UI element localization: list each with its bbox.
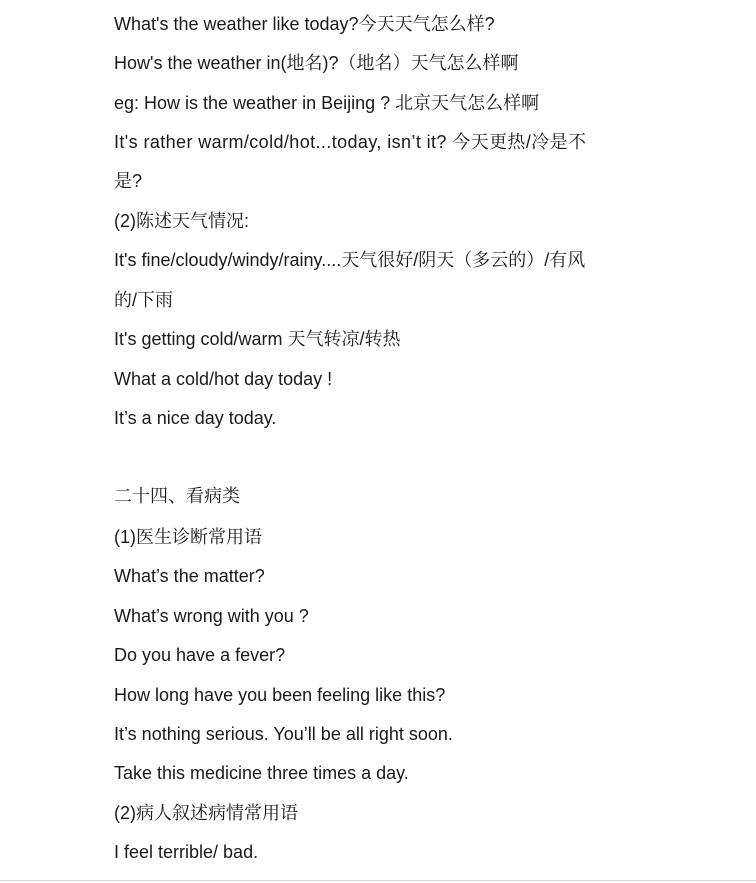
text-line: 是? [114, 171, 143, 191]
text-line: It's fine/cloudy/windy/rainy....天气很好/阴天（多云的）/有风 [114, 250, 586, 270]
subsection-heading: (1)医生诊断常用语 [114, 527, 262, 547]
text-line: 的/下雨 [114, 290, 174, 310]
text-line: What’s wrong with you ? [114, 606, 309, 626]
text-line: It's rather warm/cold/hot...today, isn’t it? 今天更热/冷是不 [114, 132, 587, 152]
section-heading: 二十四、看病类 [114, 486, 240, 507]
text-line: Take this medicine three times a day. [114, 763, 409, 783]
text-line: It's getting cold/warm 天气转凉/转热 [114, 329, 401, 349]
text-line: How's the weather in(地名)?（地名）天气怎么样啊 [114, 53, 519, 73]
text-line: Do you have a fever? [114, 645, 286, 665]
text-line: I feel terrible/ bad. [114, 842, 259, 862]
text-line: What’s the matter? [114, 566, 265, 586]
text-line: What a cold/hot day today ! [114, 369, 333, 389]
text-line: How long have you been feeling like this? [114, 685, 446, 705]
text-line: It’s nothing serious. You’ll be all right soon. [114, 724, 453, 744]
text-line: (2)陈述天气情况: [114, 211, 249, 231]
text-line: It’s a nice day today. [114, 408, 277, 428]
text-line: What's the weather like today?今天天气怎么样? [114, 14, 495, 34]
page-bottom-divider [0, 880, 756, 881]
text-line: eg: How is the weather in Beijing ? 北京天气怎么样啊 [114, 93, 540, 113]
subsection-heading: (2)病人叙述病情常用语 [114, 803, 298, 823]
